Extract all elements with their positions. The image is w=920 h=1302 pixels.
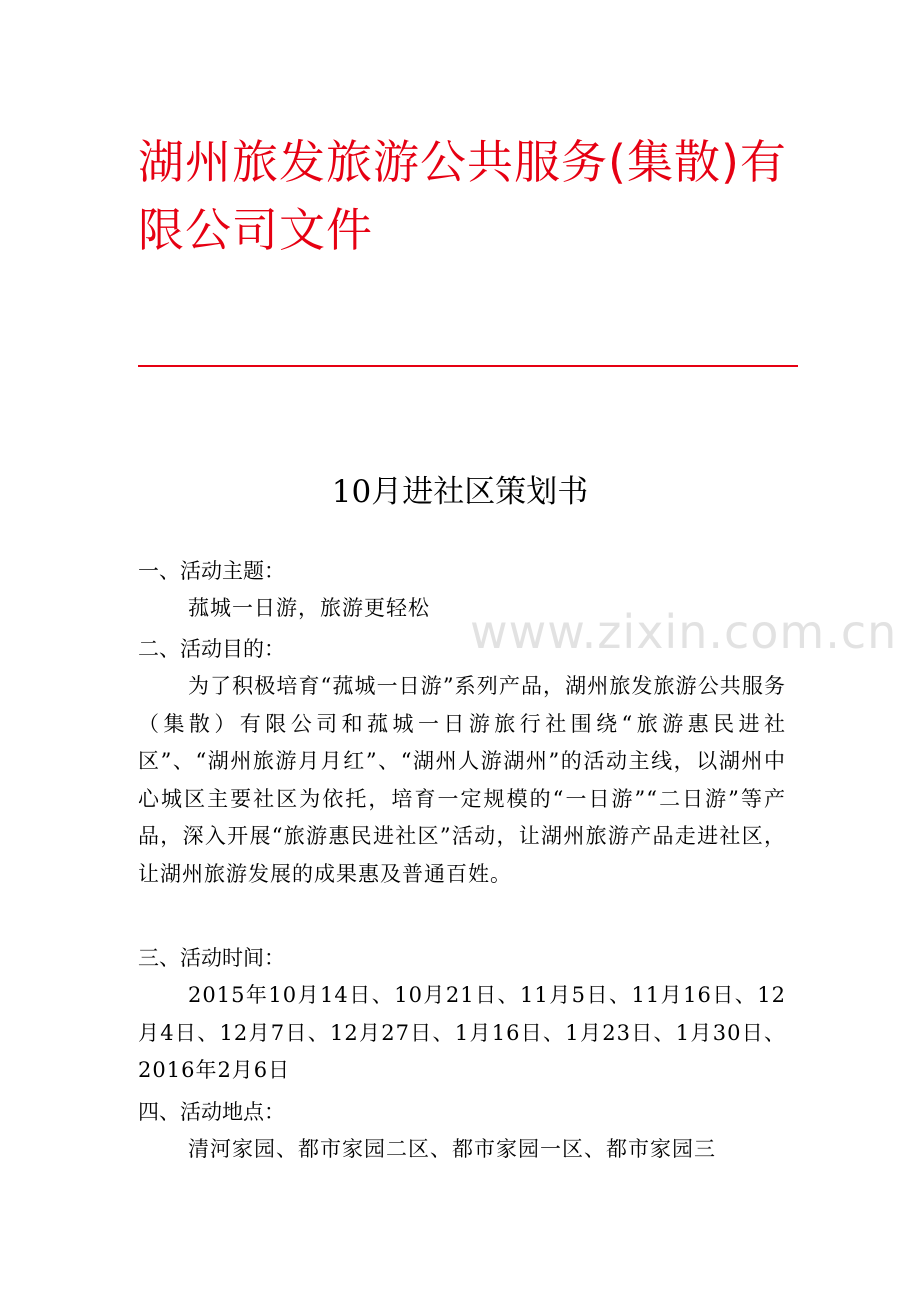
watermark: www.zixin.com.cn xyxy=(470,605,898,659)
section-heading-location: 四、活动地点： xyxy=(138,1100,285,1124)
section-heading-purpose: 二、活动目的： xyxy=(138,637,285,661)
section-body-purpose: 为了积极培育“菰城一日游”系列产品，湖州旅发旅游公共服务（集散）有限公司和菰城一日游旅行社围绕“旅游惠民进社区”、“湖州旅游月月红”、“湖州人游湖州”的活动主线，以湖州中心城区主要社区为依托，培育一定规模的“一日游”“二日游”等产品，深入开展“旅游惠民进社区”活动，让湖州旅游产品走进社区，让湖州旅游发展的成果惠及普通百姓。 xyxy=(138,674,786,886)
section-body-theme: 菰城一日游，旅游更轻松 xyxy=(188,596,430,620)
document-title: 10月进社区策划书 xyxy=(331,474,589,510)
red-header-rule xyxy=(138,365,798,367)
section-heading-theme: 一、活动主题： xyxy=(138,559,285,583)
section-heading-time: 三、活动时间： xyxy=(138,946,285,970)
section-body-time: 2015年10月14日、10月21日、11月5日、11月16日、12月4日、12月7日、12月27日、1月16日、1月23日、1月30日、2016年2月6日 xyxy=(138,983,786,1082)
section-body-location: 清河家园、都市家园二区、都市家园一区、都市家园三 xyxy=(188,1137,716,1161)
red-header-title: 湖州旅发旅游公共服务(集散)有限公司文件 xyxy=(138,135,787,257)
